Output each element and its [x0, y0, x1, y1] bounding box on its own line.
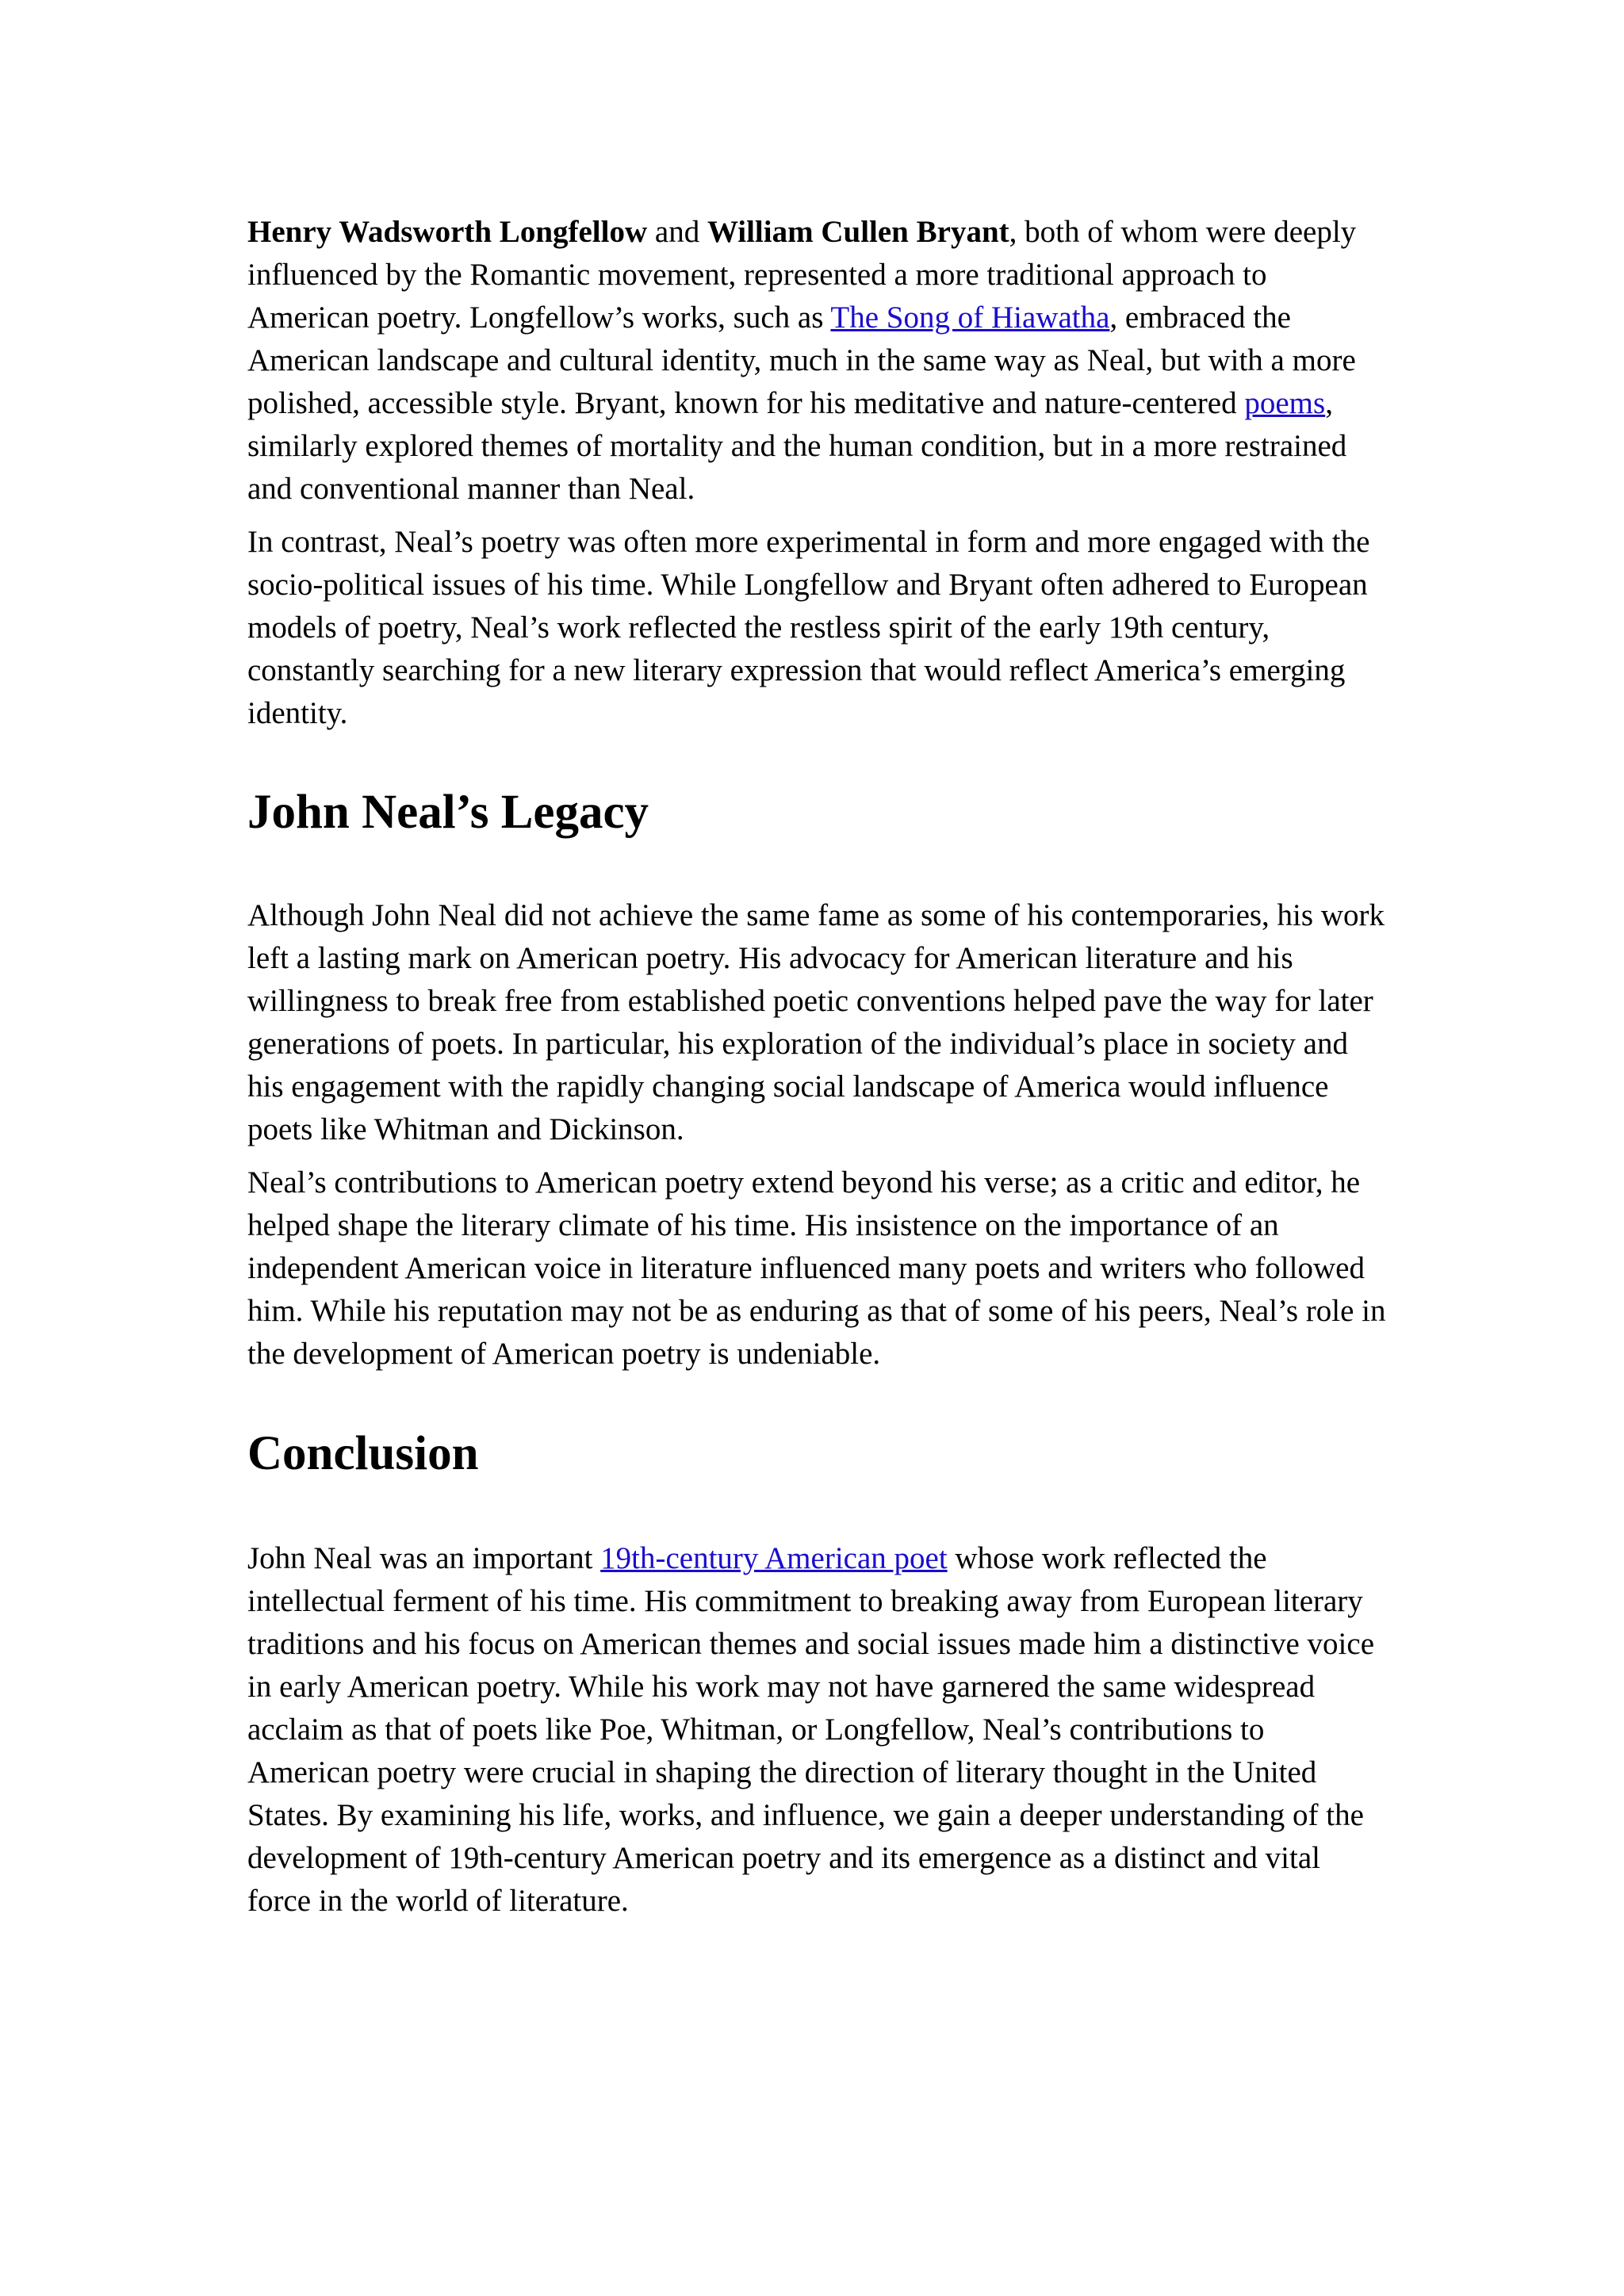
legacy-paragraph-2: Neal’s contributions to American poetry extend beyond his verse; as a critic and editor, he helped shape the literary climate of his time. His insistence on the importance of an independent American voice in literature influenced many poets and writers who followed him. While his reputation may not be as enduring as that of some of his peers, Neal’s role in the development of American poetry is undeniable.: [247, 1165, 1386, 1371]
intro-text-a: , both of whom were deeply influenced by the Romantic movement, represented a more traditional approach to American poetry. Longfellow’s works, such as: [247, 215, 1357, 335]
intro-paragraph-2: In contrast, Neal’s poetry was often more experimental in form and more engaged with the socio-political issues of his time. While Longfellow and Bryant often adhered to European models of poetry, Neal’s work reflected the restless spirit of the early 19th century, constantly searching for a new literary expression that would reflect America’s emerging identity.: [247, 525, 1370, 730]
document-page: [247, 211, 1386, 1923]
conclusion-heading: Conclusion: [247, 1427, 479, 1480]
intro-text-and: and: [647, 215, 707, 249]
link-poems[interactable]: poems: [1244, 386, 1326, 420]
conclusion-text-b: whose work reflected the intellectual ferment of his time. His commitment to breaking away from European literary traditions and his focus on American themes and social issues made him a distinctive voice in early American poetry. While his work may not have garnered the same widespread acclaim as that of poets like Poe, Whitman, or Longfellow, Neal’s contributions to American poetry were crucial in shaping the direction of literary thought in the United States. By examining his life, works, and influence, we gain a deeper understanding of the development of 19th-century American poetry and its emergence as a distinct and vital force in the world of literature.: [247, 1541, 1375, 1918]
link-song-of-hiawatha[interactable]: The Song of Hiawatha: [830, 300, 1110, 335]
intro-text-b: , embraced the American landscape and cultural identity, much in the same way as Neal, but with a more polished, accessible style. Bryant, known for his meditative and nature-centered: [247, 300, 1356, 420]
intro-text-c: , similarly explored themes of mortality and the human condition, but in a more restrained and conventional manner than Neal.: [247, 386, 1347, 506]
conclusion-text-a: John Neal was an important: [247, 1541, 601, 1575]
bold-name-bryant: William Cullen Bryant: [707, 215, 1009, 249]
intro-paragraph-1: [247, 211, 1386, 511]
link-19th-century-american-poet[interactable]: 19th-century American poet: [600, 1541, 948, 1575]
legacy-paragraph-1: Although John Neal did not achieve the same fame as some of his contemporaries, his work left a lasting mark on American poetry. His advocacy for American literature and his willingness to break free from established poetic conventions helped pave the way for later generations of poets. In particular, his exploration of the individual’s place in society and his engagement with the rapidly changing social landscape of America would influence poets like Whitman and Dickinson.: [247, 898, 1385, 1146]
legacy-heading: John Neal’s Legacy: [247, 786, 649, 839]
conclusion-paragraph: [247, 1537, 1386, 1923]
bold-name-longfellow: Henry Wadsworth Longfellow: [247, 215, 648, 249]
